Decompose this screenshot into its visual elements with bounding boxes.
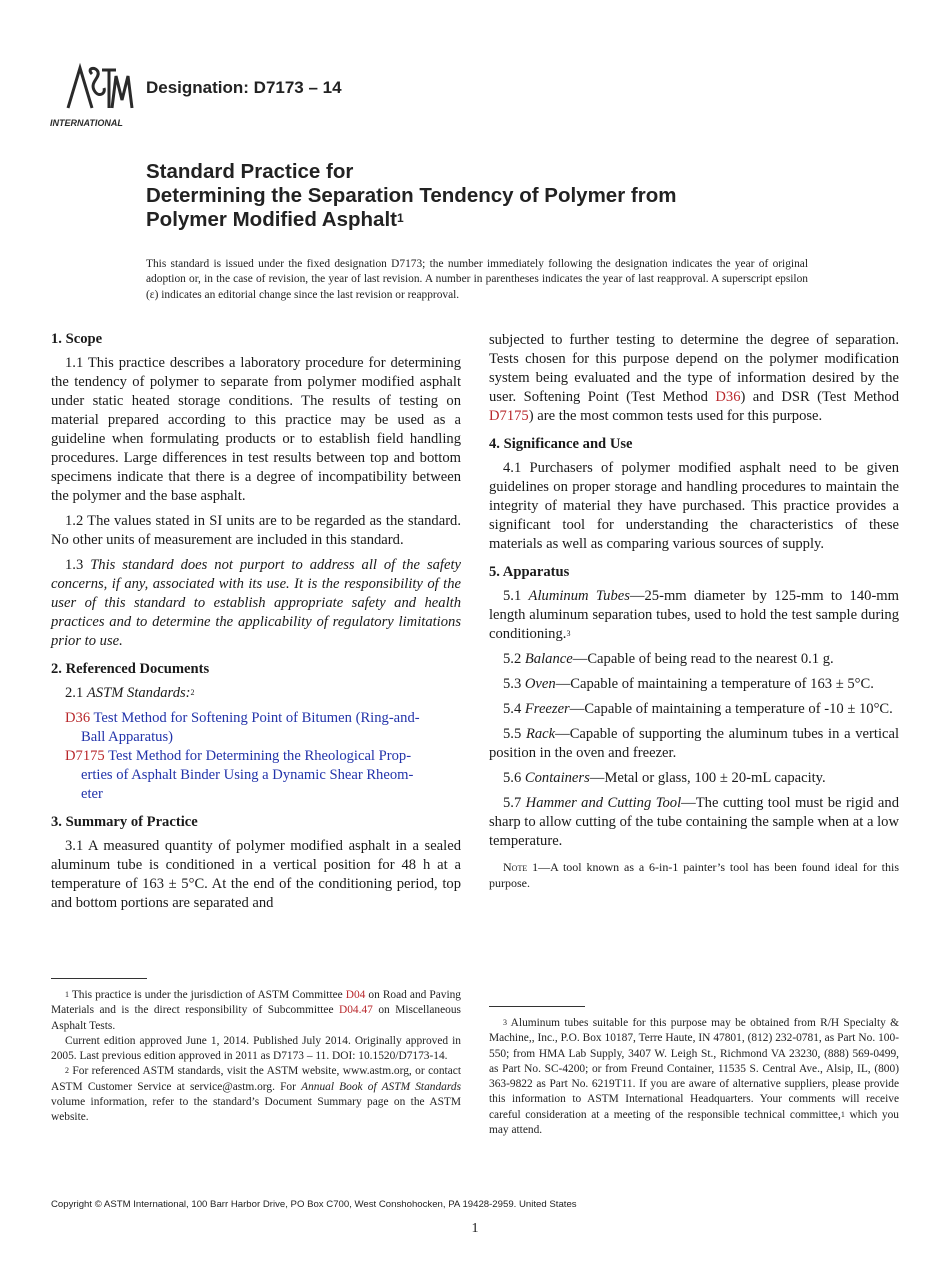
referenced-2-1: 2.1 ASTM Standards:$^2$ xyxy=(65,685,195,701)
intro-paragraph: This standard is issued under the fixed designation D7173; the number immediately following the designation indicates the year of original adoption or, in the case of revision, the year of last revision. A number in parentheses indicates the year of last reapproval. A superscript epsilon (ε) indicates an editorial change since the last revision or reapproval. xyxy=(146,258,808,301)
right-column xyxy=(489,331,899,891)
committee-link[interactable]: D04 xyxy=(345,989,366,1001)
apparatus-5-5: 5.5 Rack—Capable of supporting the aluminum tubes in a vertical position in the oven and freezer. xyxy=(489,726,900,761)
d7175-link[interactable]: D7175 xyxy=(489,408,529,424)
summary-heading: 3. Summary of Practice xyxy=(51,814,198,830)
reference-d7175[interactable]: D7175 Test Method for Determining the Rheological Prop- erties of Asphalt Binder Using a Dynamic Shear Rheom- eter xyxy=(65,748,414,802)
d36-link[interactable]: D36 xyxy=(715,389,741,405)
apparatus-5-7: 5.7 Hammer and Cutting Tool—The cutting tool must be rigid and sharp to allow cutting of the tube containing the sample when at a low temperature. xyxy=(489,795,900,849)
significance-4-1: 4.1 Purchasers of polymer modified asphalt need to be given guidelines on proper storage and handling procedures to maintain the integrity of material they have purchased. This practice provides a significant tool for understanding the characteristics of these materials as well as comparing various sources of supply. xyxy=(489,460,899,552)
astm-logo xyxy=(50,60,134,130)
title-line-2: Determining the Separation Tendency of Polymer from xyxy=(146,184,677,207)
subcommittee-link[interactable]: D04.47 xyxy=(339,1004,373,1017)
apparatus-5-3: 5.3 Oven—Capable of maintaining a temperature of 163 ± 5°C. xyxy=(503,676,874,692)
scope-heading: 1. Scope xyxy=(51,331,103,347)
summary-continued: subjected to further testing to determine the degree of separation. Tests chosen for this purpose depend on the polymer modification system being evaluated and the type of information desired by the user. Softening Point (Test Method D36) and DSR (Test Method D7175) are the most common tests used for this purpose. xyxy=(489,332,899,424)
apparatus-5-2: 5.2 Balance—Capable of being read to the nearest 0.1 g. xyxy=(503,651,834,667)
footnote-3: $^3$ Aluminum tubes suitable for this purpose may be obtained from R/H Specialty & Machine,, Inc., P.O. Box 10187, Terre Haute, IN 47801, (812) 232-0781, as Part No. 100-550; from HMA Lab Supply, 3407 W. Leigh St., Richmond VA 23230, (888) 569-0499, as Part No. SC-4200; or from Freund Container, 11535 S. Central Ave., Alsip, IL, (800) 363-9822 as Part No. 6219T11. If you are aware of alternative suppliers, please provide this information to ASTM International Headquarters. Your comments will receive careful consideration at a meeting of the responsible technical committee,$^1$ which you may attend. xyxy=(489,1017,900,1137)
referenced-heading: 2. Referenced Documents xyxy=(51,661,210,677)
summary-3-1: 3.1 A measured quantity of polymer modified asphalt in a sealed aluminum tube is conditioned in a vertical position for 48 h at a temperature of 163 ± 5°C. At the end of the conditioning period, top and bottom portions are separated and xyxy=(51,838,461,911)
scope-1-1: 1.1 This practice describes a laboratory procedure for determining the tendency of polymer to separate from polymer modified asphalt under static heated storage conditions. The results of testing on material prepared according to this practice may be used as a guideline when formulating products or to establish field handling procedures. Large differences in test results between top and bottom specimens indicate that there is a degree of incompatibility between the polymer and the base asphalt. xyxy=(51,355,461,504)
ref-code-link[interactable]: D7175 xyxy=(65,748,105,764)
apparatus-5-4: 5.4 Freezer—Capable of maintaining a temperature of -10 ± 10°C. xyxy=(503,701,893,717)
logo-subtext: INTERNATIONAL xyxy=(50,118,123,128)
page-number: 1 xyxy=(471,1221,479,1236)
scope-1-2: 1.2 The values stated in SI units are to be regarded as the standard. No other units of measurement are included in this standard. xyxy=(51,513,461,548)
apparatus-heading: 5. Apparatus xyxy=(489,564,570,580)
document-title xyxy=(146,160,906,232)
left-column xyxy=(51,330,461,919)
apparatus-5-6: 5.6 Containers—Metal or glass, 100 ± 20-mL capacity. xyxy=(503,770,826,786)
scope-1-3: 1.3 This standard does not purport to address all of the safety concerns, if any, associated with its use. It is the responsibility of the user of this standard to establish appropriate safety and health practices and to determine the applicability of regulatory limitations prior to use. xyxy=(51,557,461,649)
note-1: Note 1—A tool known as a 6-in-1 painter’s tool has been found ideal for this purpose. xyxy=(489,860,899,890)
designation: Designation: D7173 – 14 xyxy=(146,78,342,97)
title-line-1: Standard Practice for xyxy=(146,160,354,183)
ref-code-link[interactable]: D36 xyxy=(65,710,91,726)
apparatus-5-1: 5.1 Aluminum Tubes—25-mm diameter by 125-mm to 140-mm length aluminum separation tubes, used to hold the test sample during conditioning.$^3$ xyxy=(489,588,900,642)
footnotes-left xyxy=(51,988,461,1126)
copyright-line: Copyright © ASTM International, 100 Barr Harbor Drive, PO Box C700, West Conshohocken, PA 19428-2959. United States xyxy=(51,1199,577,1210)
reference-d36[interactable]: D36 Test Method for Softening Point of Bitumen (Ring-and- Ball Apparatus) xyxy=(65,710,420,745)
significance-heading: 4. Significance and Use xyxy=(489,436,633,452)
footnotes-right xyxy=(489,1016,899,1138)
footnote-rule-right xyxy=(489,1006,585,1007)
footnote-2: $^2$ For referenced ASTM standards, visit the ASTM website, www.astm.org, or contact ASTM Customer Service at service@astm.org. For Annual Book of ASTM Standards volume information, refer to the standard’s Document Summary page on the ASTM website. xyxy=(51,1065,462,1124)
footnote-rule-left xyxy=(51,978,147,979)
title-line-3: Polymer Modified Asphalt$^1$ xyxy=(146,208,404,231)
footnote-1: $^1$ This practice is under the jurisdiction of ASTM Committee D04 on Road and Paving Materials and is the direct responsibility of Subcommittee D04.47 on Miscellaneous Asphalt Tests. xyxy=(51,989,461,1032)
footnote-1-edition: Current edition approved June 1, 2014. Published July 2014. Originally approved in 2005. Last previous edition approved in 2011 as D7173 – 11. DOI: 10.1520/D7173-14. xyxy=(51,1034,461,1063)
title-footnote-mark: 1 xyxy=(396,211,404,225)
